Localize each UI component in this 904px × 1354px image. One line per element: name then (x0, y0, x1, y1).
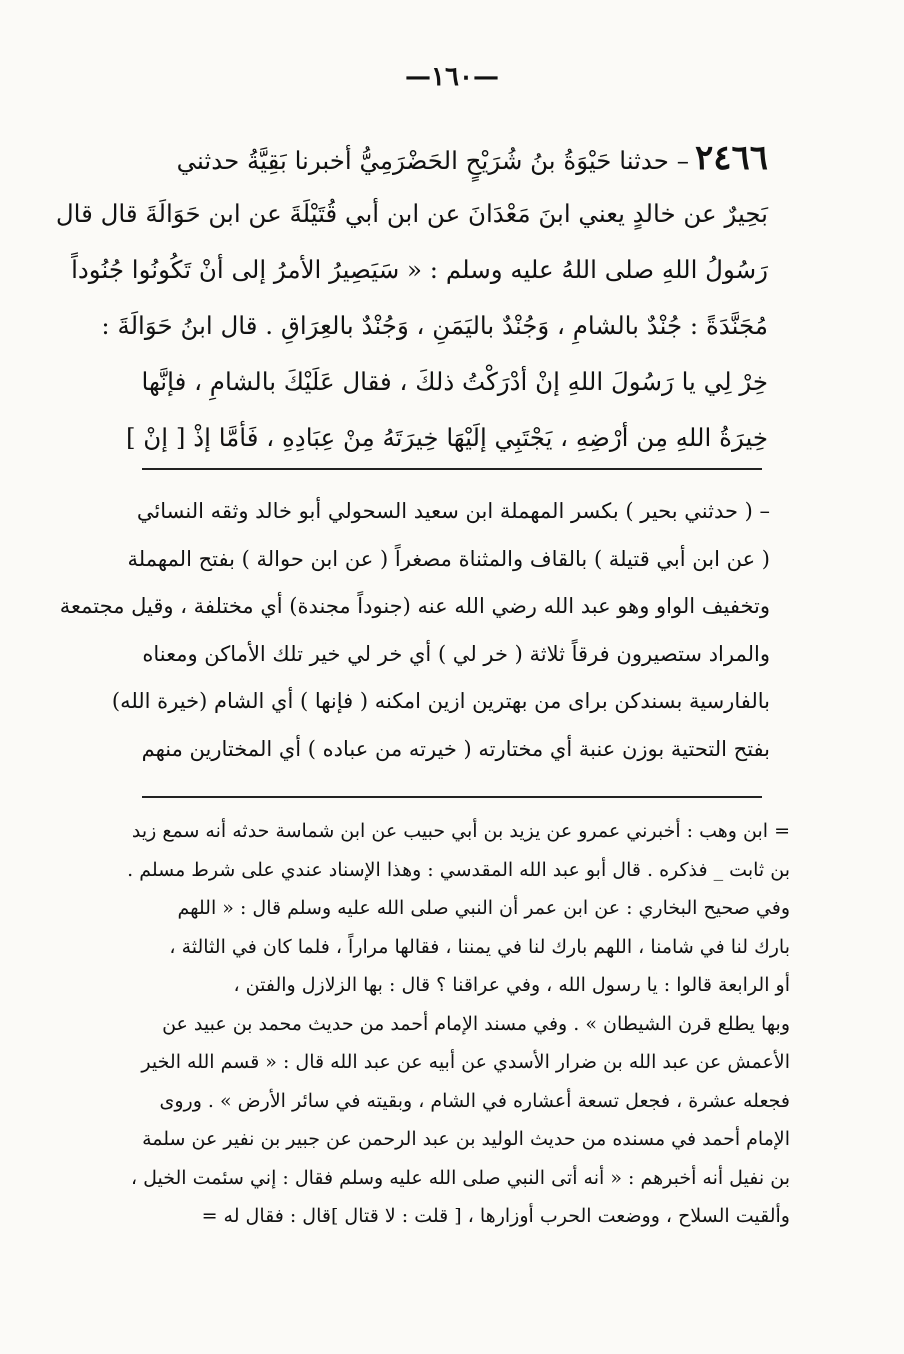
commentary-line-3: وتخفيف الواو وهو عبد الله رضي الله عنه (جنوداً مجندة) أي مختلفة ، وقيل مجتمعة (59, 594, 770, 618)
footnote-line-7: الأعمش عن عبد الله بن ضرار الأسدي عن أبيه عن عبد الله قال : « قسم الله الخير (141, 1051, 790, 1073)
page-number: —١٦٠— (405, 62, 499, 92)
hadith-line-1 (128, 130, 768, 186)
commentary-line-5: بالفارسية بسندكن براى من بهترين ازين امكنه ( فإنها ) أي الشام (خيرة الله) (111, 689, 770, 713)
footnote-text (110, 812, 790, 1236)
hadith-text (55, 130, 768, 466)
hadith-line-4: مُجَنَّدَةً : جُنْدٌ بالشامِ ، وَجُنْدٌ باليَمَنِ ، وَجُنْدٌ بالعِرَاقِ . قال ابنُ حَوَالَةَ : (101, 311, 768, 340)
footnote-line-5: أو الرابعة قالوا : يا رسول الله ، وفي عراقنا ؟ قال : بها الزلازل والفتن ، (233, 974, 790, 996)
commentary-line-4: والمراد ستصيرون فرقاً ثلاثة ( خر لي ) أي خر لي خير تلك الأماكن ومعناه (142, 641, 770, 666)
footnote-line-2: بن ثابت _ فذكره . قال أبو عبد الله المقدسي : وهذا الإسناد عندي على شرط مسلم . (127, 858, 790, 881)
footnote-line-4: بارك لنا في شامنا ، اللهم بارك لنا في يمننا ، فقالها مراراً ، فلما كان في الثالثة ، (169, 935, 790, 958)
hadith-line-text: – حدثنا حَيْوَةُ بنُ شُرَيْحٍ الحَضْرَمِيُّ أخبرنا بَقِيَّةُ حدثني (176, 146, 689, 175)
hadith-line-5: خِرْ لِي يا رَسُولَ اللهِ إنْ أدْرَكْتُ ذلكَ ، فقال عَلَيْكَ بالشامِ ، فإنَّها (141, 367, 768, 396)
footnote-line-9: الإمام أحمد في مسنده من حديث الوليد بن عبد الرحمن عن جبير بن نفير عن سلمة (142, 1128, 790, 1150)
footnote-line-8: فجعله عشرة ، فجعل تسعة أعشاره في الشام ، وبقيته في سائر الأرض » . وروى (159, 1089, 790, 1112)
footnote-line-6: وبها يطلع قرن الشيطان » . وفي مسند الإمام أحمد من حديث محمد بن عبيد عن (162, 1012, 790, 1035)
section-divider (142, 468, 762, 470)
footnote-line-10: بن نفيل أنه أخبرهم : « أنه أتى النبي صلى الله عليه وسلم فقال : إني سئمت الخيل ، (130, 1166, 790, 1189)
hadith-number: ٢٤٦٦ (694, 138, 768, 178)
footnote-line-11: وألقيت السلاح ، ووضعت الحرب أوزارها ، [ قلت : لا قتال ]قال : فقال له = (201, 1205, 790, 1227)
hadith-line-2: بَحِيرٌ عن خالدٍ يعني ابنَ مَعْدَانَ عن ابن أبي قُتَيْلَةَ عن ابن حَوَالَةَ قال قال (55, 199, 768, 228)
commentary-line-2: ( عن ابن أبي قتيلة ) بالقاف والمثناة مصغراً ( عن ابن حوالة ) بفتح المهملة (127, 546, 770, 571)
commentary-line-6: بفتح التحتية بوزن عنبة أي مختارته ( خيرته من عباده ) أي المختارين منهم (141, 736, 770, 761)
commentary-line-1: – ( حدثني بحير ) بكسر المهملة ابن سعيد السحولي أبو خالد وثقه النسائي (136, 499, 770, 523)
hadith-line-3: رَسُولُ اللهِ صلى اللهُ عليه وسلم : « سَيَصِيرُ الأمرُ إلى أنْ تَكُونُوا جُنُوداً (71, 255, 768, 284)
footnote-line-1: = ابن وهب : أخبرني عمرو عن يزيد بن أبي حبيب عن ابن شماسة حدثه أنه سمع زيد (131, 820, 790, 842)
footnote-line-3: وفي صحيح البخاري : عن ابن عمر أن النبي صلى الله عليه وسلم قال : « اللهم (177, 897, 790, 919)
footnote-divider (142, 796, 762, 798)
commentary-text (59, 488, 770, 773)
hadith-line-6: خِيرَةُ اللهِ مِن أرْضِهِ ، يَجْتَبِي إلَيْهَا خِيرَتَهُ مِنْ عِبَادِهِ ، فَأمَّا إذْ [ إنْ ] (125, 423, 768, 452)
